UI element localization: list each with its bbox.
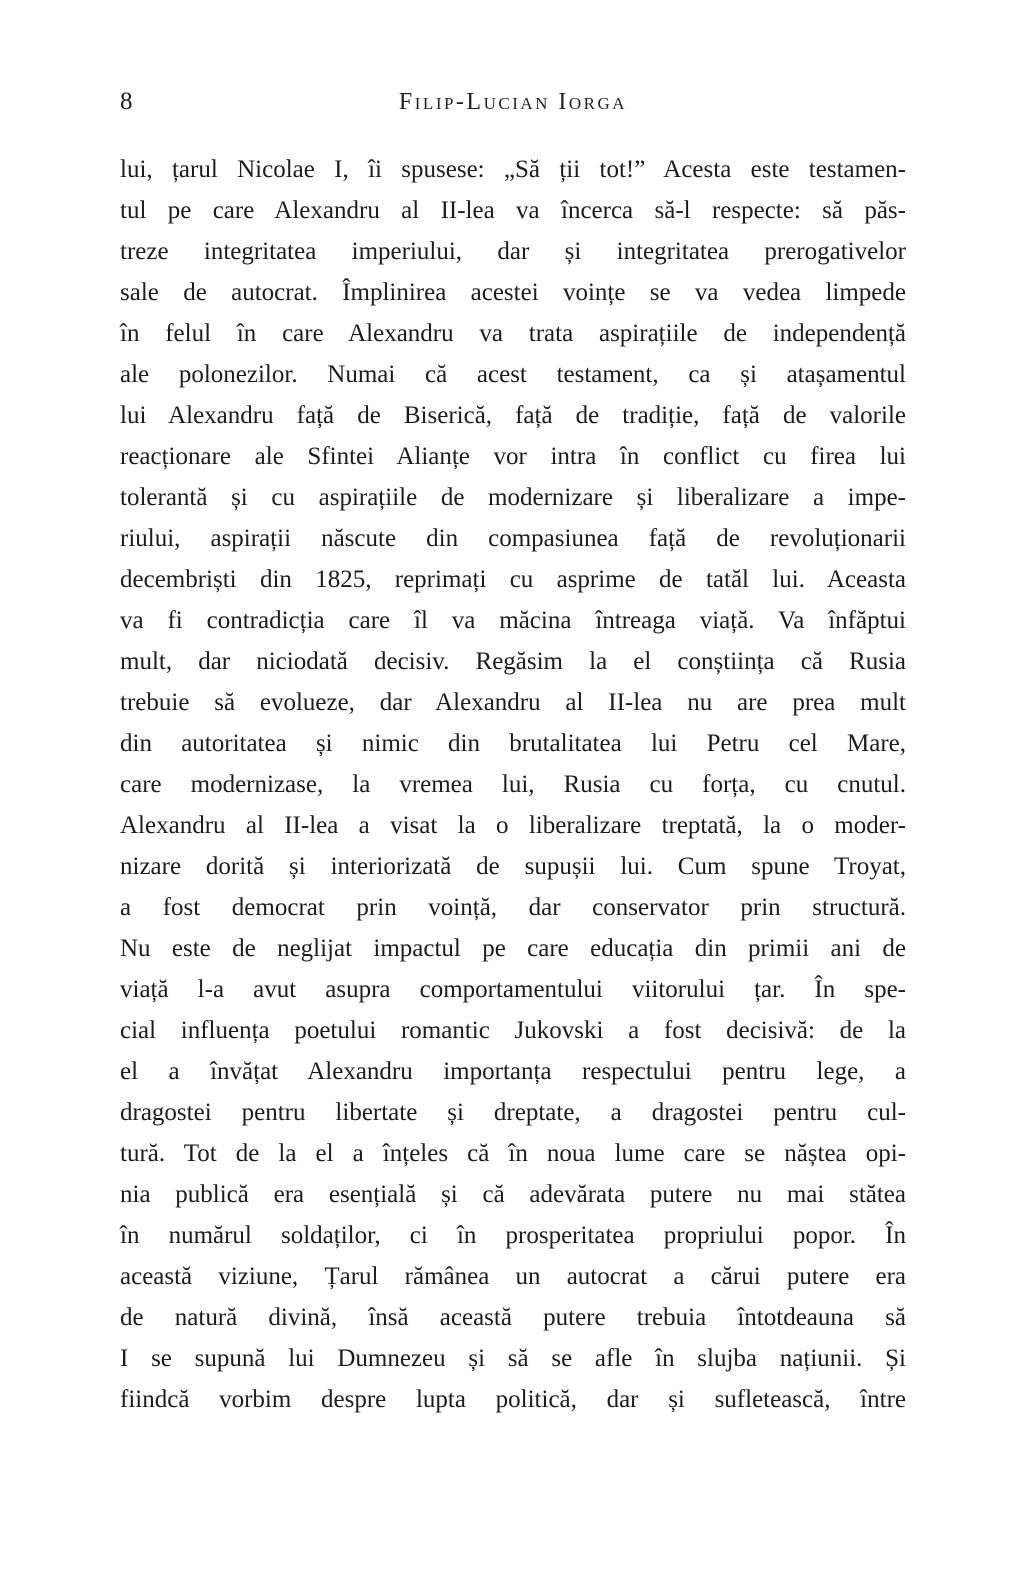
text-line: nia publică era esențială și că adevărata putere nu mai stătea [120, 1181, 906, 1208]
page-header [120, 86, 906, 118]
text-line: sale de autocrat. Împlinirea acestei voințe se va vedea limpede [120, 279, 906, 306]
text-line: va fi contradicția care îl va măcina întreaga viață. Va înfăptui [120, 607, 906, 634]
text-line: care modernizase, la vremea lui, Rusia cu forța, cu cnutul. [120, 771, 906, 798]
text-line: a fost democrat prin voință, dar conservator prin structură. [120, 894, 906, 921]
text-line: în felul în care Alexandru va trata aspirațiile de independență [120, 320, 906, 347]
text-line: Alexandru al II-lea a visat la o liberalizare treptată, la o moder- [120, 812, 906, 839]
text-line: lui, țarul Nicolae I, îi spusese: „Să ții tot!” Acesta este testamen- [120, 156, 906, 183]
text-line: ale polonezilor. Numai că acest testament, ca și atașamentul [120, 361, 906, 388]
text-line: lui Alexandru față de Biserică, față de tradiție, față de valorile [120, 402, 906, 429]
body-text [120, 149, 906, 1420]
text-line: riului, aspirații născute din compasiunea față de revoluționarii [120, 525, 906, 552]
text-line: dragostei pentru libertate și dreptate, a dragostei pentru cul- [120, 1099, 906, 1126]
text-line: mult, dar niciodată decisiv. Regăsim la el conștiința că Rusia [120, 648, 906, 675]
text-line: nizare dorită și interiorizată de supușii lui. Cum spune Troyat, [120, 853, 906, 880]
text-line: viață l-a avut asupra comportamentului viitorului țar. În spe- [120, 976, 906, 1003]
text-line: tul pe care Alexandru al II-lea va încerca să-l respecte: să păs- [120, 197, 906, 224]
text-line: treze integritatea imperiului, dar și integritatea prerogativelor [120, 238, 906, 265]
text-line: I se supună lui Dumnezeu și să se afle în slujba națiunii. Și [120, 1345, 906, 1372]
running-head-author: Filip-Lucian Iorga [398, 89, 628, 115]
page-number: 8 [120, 88, 133, 115]
text-line: fiindcă vorbim despre lupta politică, dar și sufletească, între [120, 1386, 906, 1413]
text-line: tolerantă și cu aspirațiile de modernizare și liberalizare a impe- [120, 484, 906, 511]
text-line: de natură divină, însă această putere trebuia întotdeauna să [120, 1304, 906, 1331]
text-line: tură. Tot de la el a înțeles că în noua lume care se năștea opi- [120, 1140, 906, 1167]
text-line: decembriști din 1825, reprimați cu asprime de tatăl lui. Aceasta [120, 566, 906, 593]
text-line: el a învățat Alexandru importanța respectului pentru lege, a [120, 1058, 906, 1085]
text-line: reacționare ale Sfintei Alianțe vor intra în conflict cu firea lui [120, 443, 906, 470]
text-line: Nu este de neglijat impactul pe care educația din primii ani de [120, 935, 906, 962]
text-line: din autoritatea și nimic din brutalitatea lui Petru cel Mare, [120, 730, 906, 757]
text-line: în numărul soldaților, ci în prosperitatea propriului popor. În [120, 1222, 906, 1249]
text-line: trebuie să evolueze, dar Alexandru al II-lea nu are prea mult [120, 689, 906, 716]
text-line: această viziune, Țarul rămânea un autocrat a cărui putere era [120, 1263, 906, 1290]
text-line: cial influența poetului romantic Jukovski a fost decisivă: de la [120, 1017, 906, 1044]
